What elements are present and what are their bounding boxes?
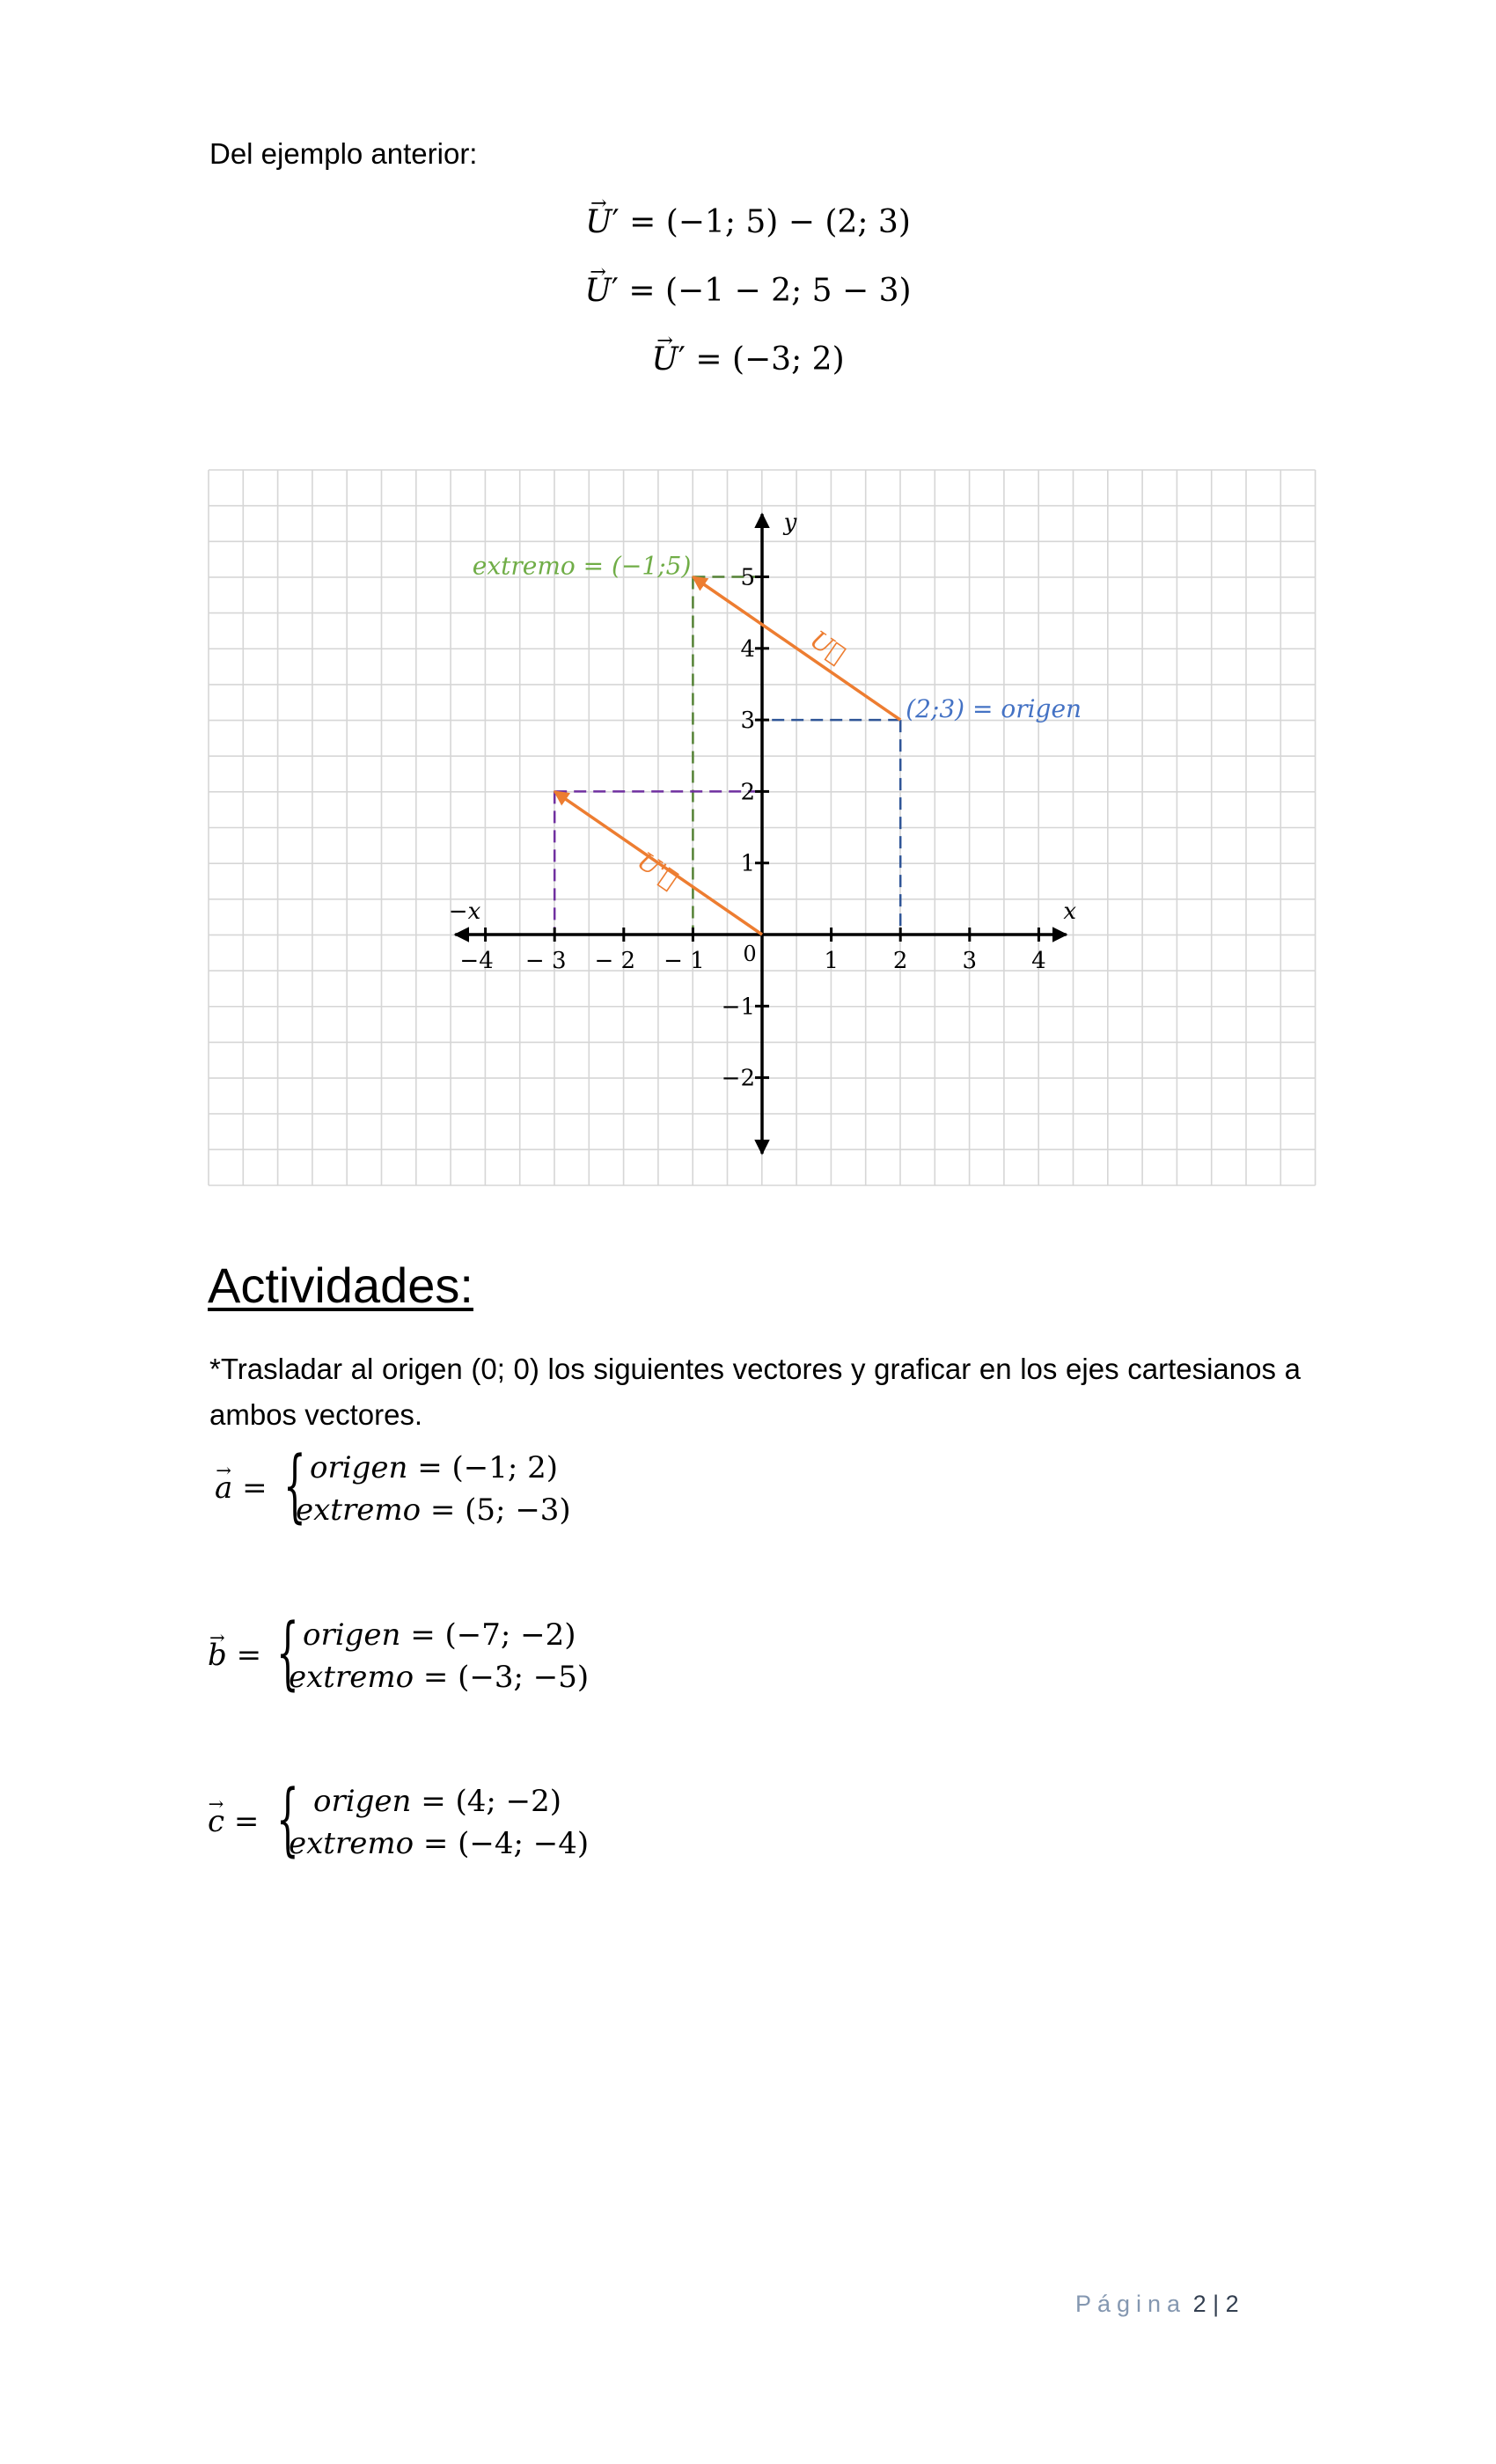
y-tick-label: 4 [740,635,755,663]
brace: { [276,1607,299,1699]
origen-value: (4; −2) [455,1784,562,1819]
vector-a-definition: → a = { origen = (−1; 2) extremo = (5; −3) [215,1450,655,1538]
extremo-label: extremo [296,1492,422,1528]
y-tick-label: 3 [740,708,755,735]
page-current: 2 [1192,2291,1206,2317]
x-tick-label: − 1 [664,948,705,974]
vector-c-symbol: → c [208,1804,224,1839]
x-axis-label: x [1063,898,1077,925]
vector-label-U: U⃗ [804,624,851,670]
vector-b-symbol: → b [208,1638,227,1673]
origen-value: (−1; 2) [451,1450,559,1485]
y-tick-label: 2 [740,779,755,806]
y-axis-label: y [783,510,797,537]
page-separator: | [1213,2291,1220,2317]
origen-label: origen [310,1450,408,1485]
x-tick-label: 2 [892,948,908,974]
y-tick-label: 5 [740,564,755,591]
vector-b-definition: → b = { origen = (−7; −2) extremo = (−3; −5) [208,1617,648,1705]
vector-u-symbol: → U [585,204,612,240]
page-footer [1075,2291,1239,2318]
origen-label: origen [313,1784,412,1819]
activities-instruction: *Trasladar al origen (0; 0) los siguientes vectores y graficar en los ejes cartesianos a ambos vectores. [209,1353,1301,1431]
negative-x-axis-label: −x [448,898,481,925]
brace: { [283,1440,306,1532]
vector-a-symbol: → a [215,1470,232,1506]
y-tick-label: −2 [721,1065,755,1092]
prime-mark: ′ [678,341,686,378]
vector-c-definition: → c = { origen = (4; −2) extremo = (−4; −4) [208,1784,648,1872]
equation-rhs: = (−1; 5) − (2; 3) [619,204,911,240]
prime-mark: ′ [612,204,620,240]
x-tick-label: 1 [824,948,839,974]
equation-rhs: = (−1 − 2; 5 − 3) [618,273,912,309]
x-tick-label: −4 [459,948,494,974]
plot-labels [449,510,1082,1091]
origen-value: (−7; −2) [444,1617,576,1653]
extremo-label: extremo [289,1826,414,1861]
origin-label: 0 [743,942,757,966]
vector-u-symbol: → U [584,273,611,309]
equation-rhs: = (−3; 2) [685,341,845,378]
extremo-value: (−4; −4) [458,1826,590,1861]
vector-u-symbol: → U [651,341,678,378]
vector-label-U-prime: U'⃗ [632,846,684,895]
axes [455,514,1066,1154]
x-tick-label: 3 [962,948,978,974]
extremo-value: (5; −3) [465,1492,571,1528]
x-tick-label: − 3 [524,948,567,974]
page-total: 2 [1225,2291,1239,2317]
activities-heading: Actividades: [208,1258,473,1313]
prime-mark: ′ [611,273,619,309]
x-tick-label: − 2 [594,948,636,974]
brace: { [276,1773,299,1866]
origen-label: origen [303,1617,401,1653]
origen-label: (2;3) = origen [906,694,1082,724]
x-tick-label: 4 [1031,948,1046,974]
extremo-value: (−3; −5) [458,1660,590,1695]
extremo-label: extremo = (−1;5) [472,551,692,581]
extremo-label: extremo [289,1660,414,1695]
intro-text: Del ejemplo anterior: [209,137,478,170]
y-tick-label: 1 [740,850,755,877]
y-tick-label: −1 [721,994,755,1021]
page-word: Página [1075,2291,1187,2317]
